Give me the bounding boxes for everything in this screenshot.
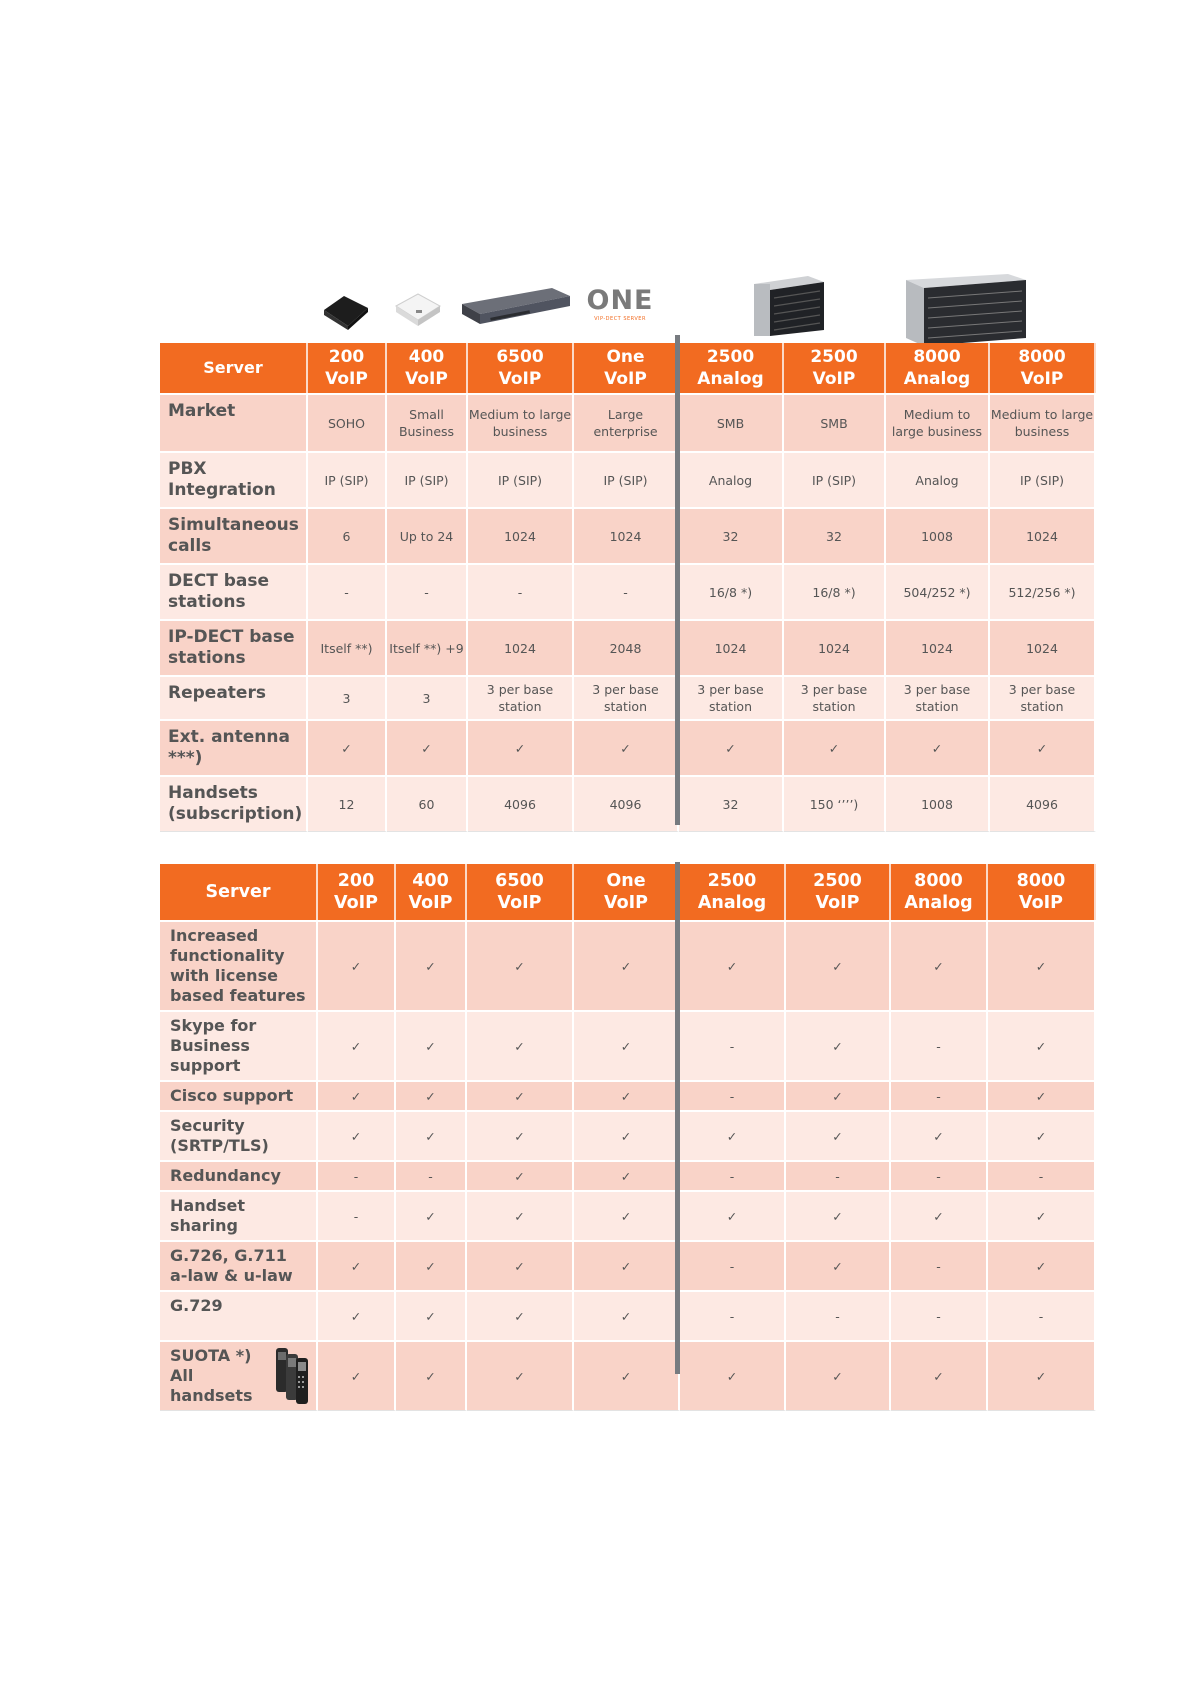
table-cell: 150 ‘’’’) (784, 775, 886, 832)
check-icon: ✓ (467, 1160, 574, 1190)
check-icon: ✓ (396, 1110, 467, 1160)
row-label: Increased functionality with license based features (160, 920, 318, 1010)
check-icon: ✓ (318, 1080, 396, 1110)
dash-mark: - (680, 1010, 786, 1080)
check-icon: ✓ (574, 1160, 680, 1190)
product-images-row (0, 262, 1191, 348)
table2-header-6500-voip: 6500 VoIP (467, 864, 574, 920)
table-cell: 512/256 *) (990, 563, 1096, 619)
table-cell: - (387, 563, 468, 619)
check-icon: ✓ (467, 1110, 574, 1160)
table-cell: - (574, 563, 679, 619)
check-icon: ✓ (786, 1010, 891, 1080)
dash-mark: - (680, 1080, 786, 1110)
table2-header-server: Server (160, 864, 318, 920)
table-cell: 3 per base station (784, 675, 886, 719)
table-row (160, 1010, 1096, 1080)
check-icon: ✓ (679, 719, 784, 775)
table-cell: 2048 (574, 619, 679, 675)
server-400-image (392, 292, 442, 328)
table-cell: 504/252 *) (886, 563, 990, 619)
table-cell: Small Business (387, 393, 468, 451)
check-icon: ✓ (387, 719, 468, 775)
dash-mark: - (786, 1290, 891, 1340)
check-icon: ✓ (318, 1340, 396, 1411)
table1-header-8000-voip: 8000 VoIP (990, 343, 1096, 393)
row-label: DECT base stations (160, 563, 308, 619)
table-cell: Itself **) (308, 619, 387, 675)
row-label: Skype for Business support (160, 1010, 318, 1080)
table-cell: 1024 (468, 507, 574, 563)
check-icon: ✓ (396, 1080, 467, 1110)
check-icon: ✓ (786, 1340, 891, 1411)
row-label: SUOTA *) All handsets (170, 1346, 253, 1405)
check-icon: ✓ (988, 1110, 1096, 1160)
check-icon: ✓ (574, 1290, 680, 1340)
row-label: IP-DECT base stations (160, 619, 308, 675)
table-row (160, 451, 1096, 507)
table-cell: SOHO (308, 393, 387, 451)
check-icon: ✓ (786, 1110, 891, 1160)
table1-header-2500-analog: 2500 Analog (679, 343, 784, 393)
dash-mark: - (988, 1160, 1096, 1190)
table-cell: Up to 24 (387, 507, 468, 563)
check-icon: ✓ (467, 1080, 574, 1110)
check-icon: ✓ (891, 1340, 988, 1411)
table-cell: 3 per base station (886, 675, 990, 719)
check-icon: ✓ (396, 1290, 467, 1340)
table1-header-200-voip: 200 VoIP (308, 343, 387, 393)
row-label: G.726, G.711 a-law & u-law (160, 1240, 318, 1290)
table-row (160, 1290, 1096, 1340)
table1-header-row (160, 343, 1096, 393)
check-icon: ✓ (680, 1190, 786, 1240)
check-icon: ✓ (786, 920, 891, 1010)
table-cell: 3 (308, 675, 387, 719)
row-label: Ext. antenna ***) (160, 719, 308, 775)
check-icon: ✓ (467, 1290, 574, 1340)
spec-table-2 (160, 864, 1096, 1411)
dash-mark: - (891, 1240, 988, 1290)
table1-header-8000-analog: 8000 Analog (886, 343, 990, 393)
table-cell: 1024 (990, 507, 1096, 563)
spec-table-1 (160, 343, 1096, 832)
row-label: Market (160, 393, 308, 451)
table-row (160, 563, 1096, 619)
row-label-suota (160, 1340, 318, 1411)
check-icon: ✓ (318, 920, 396, 1010)
table-cell: Medium to large business (886, 393, 990, 451)
table1-divider (675, 335, 680, 825)
check-icon: ✓ (886, 719, 990, 775)
check-icon: ✓ (988, 1240, 1096, 1290)
dash-mark: - (891, 1080, 988, 1110)
dash-mark: - (891, 1290, 988, 1340)
table-cell: 32 (679, 775, 784, 832)
server-200-image (320, 294, 370, 330)
check-icon: ✓ (784, 719, 886, 775)
table-cell: 1024 (679, 619, 784, 675)
table-row (160, 393, 1096, 451)
check-icon: ✓ (467, 1010, 574, 1080)
table-row (160, 1160, 1096, 1190)
dash-mark: - (786, 1160, 891, 1190)
check-icon: ✓ (680, 1110, 786, 1160)
row-label: PBX Integration (160, 451, 308, 507)
table-cell: SMB (784, 393, 886, 451)
check-icon: ✓ (318, 1290, 396, 1340)
table-row (160, 619, 1096, 675)
table-cell: 1024 (886, 619, 990, 675)
check-icon: ✓ (574, 920, 680, 1010)
table2-header-2500-voip: 2500 VoIP (786, 864, 891, 920)
check-icon: ✓ (467, 1340, 574, 1411)
check-icon: ✓ (396, 1240, 467, 1290)
check-icon: ✓ (574, 1010, 680, 1080)
table-cell: 1008 (886, 507, 990, 563)
check-icon: ✓ (786, 1190, 891, 1240)
table2-header-row (160, 864, 1096, 920)
table-cell: - (308, 563, 387, 619)
table-cell: IP (SIP) (574, 451, 679, 507)
table1-header-400-voip: 400 VoIP (387, 343, 468, 393)
check-icon: ✓ (574, 1340, 680, 1411)
check-icon: ✓ (988, 1340, 1096, 1411)
table-row (160, 775, 1096, 832)
table-cell: - (468, 563, 574, 619)
dash-mark: - (680, 1240, 786, 1290)
table-cell: 3 per base station (468, 675, 574, 719)
table-row (160, 1240, 1096, 1290)
table-cell: IP (SIP) (784, 451, 886, 507)
table-row (160, 719, 1096, 775)
table-cell: Large enterprise (574, 393, 679, 451)
table-cell: Medium to large business (468, 393, 574, 451)
check-icon: ✓ (891, 920, 988, 1010)
check-icon: ✓ (308, 719, 387, 775)
table-cell: Analog (679, 451, 784, 507)
table1-header-2500-voip: 2500 VoIP (784, 343, 886, 393)
check-icon: ✓ (988, 1010, 1096, 1080)
row-label: G.729 (160, 1290, 318, 1340)
dash-mark: - (988, 1290, 1096, 1340)
check-icon: ✓ (396, 1340, 467, 1411)
table-cell: Medium to large business (990, 393, 1096, 451)
row-label: Repeaters (160, 675, 308, 719)
table-row (160, 1110, 1096, 1160)
dash-mark: - (680, 1290, 786, 1340)
check-icon: ✓ (988, 1080, 1096, 1110)
check-icon: ✓ (574, 1080, 680, 1110)
check-icon: ✓ (396, 920, 467, 1010)
check-icon: ✓ (318, 1110, 396, 1160)
table-cell: IP (SIP) (990, 451, 1096, 507)
table-cell: 4096 (574, 775, 679, 832)
table-cell: 4096 (990, 775, 1096, 832)
table2-header-8000-analog: 8000 Analog (891, 864, 988, 920)
check-icon: ✓ (574, 1190, 680, 1240)
check-icon: ✓ (396, 1190, 467, 1240)
table-row (160, 920, 1096, 1010)
table2-header-one-voip: One VoIP (574, 864, 680, 920)
table-cell: 32 (784, 507, 886, 563)
check-icon: ✓ (891, 1110, 988, 1160)
table2-header-200-voip: 200 VoIP (318, 864, 396, 920)
table-cell: SMB (679, 393, 784, 451)
check-icon: ✓ (574, 1110, 680, 1160)
table-cell: 12 (308, 775, 387, 832)
dash-mark: - (891, 1010, 988, 1080)
table-cell: 3 per base station (679, 675, 784, 719)
one-logo-word: ONE (586, 285, 654, 316)
table1-header-6500-voip: 6500 VoIP (468, 343, 574, 393)
table-row (160, 1190, 1096, 1240)
check-icon: ✓ (468, 719, 574, 775)
table-cell: 16/8 *) (679, 563, 784, 619)
row-label: Security (SRTP/TLS) (160, 1110, 318, 1160)
one-logo-subtitle: VIP-DECT SERVER (594, 316, 646, 322)
check-icon: ✓ (990, 719, 1096, 775)
table-cell: IP (SIP) (468, 451, 574, 507)
table-cell: Analog (886, 451, 990, 507)
table-row (160, 507, 1096, 563)
check-icon: ✓ (467, 1240, 574, 1290)
check-icon: ✓ (988, 1190, 1096, 1240)
check-icon: ✓ (988, 920, 1096, 1010)
table-cell: 32 (679, 507, 784, 563)
server-8000-image (900, 272, 1028, 348)
dash-mark: - (318, 1160, 396, 1190)
check-icon: ✓ (574, 719, 679, 775)
table1-header-server: Server (160, 343, 308, 393)
check-icon: ✓ (680, 920, 786, 1010)
check-icon: ✓ (786, 1240, 891, 1290)
table-cell: 1024 (574, 507, 679, 563)
table-row (160, 675, 1096, 719)
row-label: Handsets (subscription) (160, 775, 308, 832)
handsets-icon (274, 1346, 310, 1406)
table-cell: 1024 (990, 619, 1096, 675)
table1-header-one-voip: One VoIP (574, 343, 679, 393)
one-logo (584, 286, 656, 322)
table2-header-400-voip: 400 VoIP (396, 864, 467, 920)
table2-divider (675, 862, 680, 1374)
table-cell: 1024 (784, 619, 886, 675)
table-row (160, 1080, 1096, 1110)
table-cell: 6 (308, 507, 387, 563)
check-icon: ✓ (467, 920, 574, 1010)
table-cell: 4096 (468, 775, 574, 832)
table-cell: IP (SIP) (387, 451, 468, 507)
table-cell: 16/8 *) (784, 563, 886, 619)
row-label: Simultaneous calls (160, 507, 308, 563)
check-icon: ✓ (318, 1240, 396, 1290)
dash-mark: - (680, 1160, 786, 1190)
server-6500-image (460, 284, 572, 326)
check-icon: ✓ (574, 1240, 680, 1290)
table-row (160, 1340, 1096, 1411)
table-cell: 60 (387, 775, 468, 832)
dash-mark: - (891, 1160, 988, 1190)
table2-header-8000-voip: 8000 VoIP (988, 864, 1096, 920)
table-cell: 1008 (886, 775, 990, 832)
row-label: Handset sharing (160, 1190, 318, 1240)
dash-mark: - (318, 1190, 396, 1240)
check-icon: ✓ (396, 1010, 467, 1080)
table-cell: 3 (387, 675, 468, 719)
table-cell: IP (SIP) (308, 451, 387, 507)
server-2500-image (748, 274, 826, 338)
table-cell: 3 per base station (990, 675, 1096, 719)
row-label: Cisco support (160, 1080, 318, 1110)
table-cell: 1024 (468, 619, 574, 675)
check-icon: ✓ (680, 1340, 786, 1411)
table-cell: Itself **) +9 (387, 619, 468, 675)
check-icon: ✓ (891, 1190, 988, 1240)
table2-header-2500-analog: 2500 Analog (680, 864, 786, 920)
check-icon: ✓ (786, 1080, 891, 1110)
check-icon: ✓ (467, 1190, 574, 1240)
dash-mark: - (396, 1160, 467, 1190)
table-cell: 3 per base station (574, 675, 679, 719)
check-icon: ✓ (318, 1010, 396, 1080)
row-label: Redundancy (160, 1160, 318, 1190)
